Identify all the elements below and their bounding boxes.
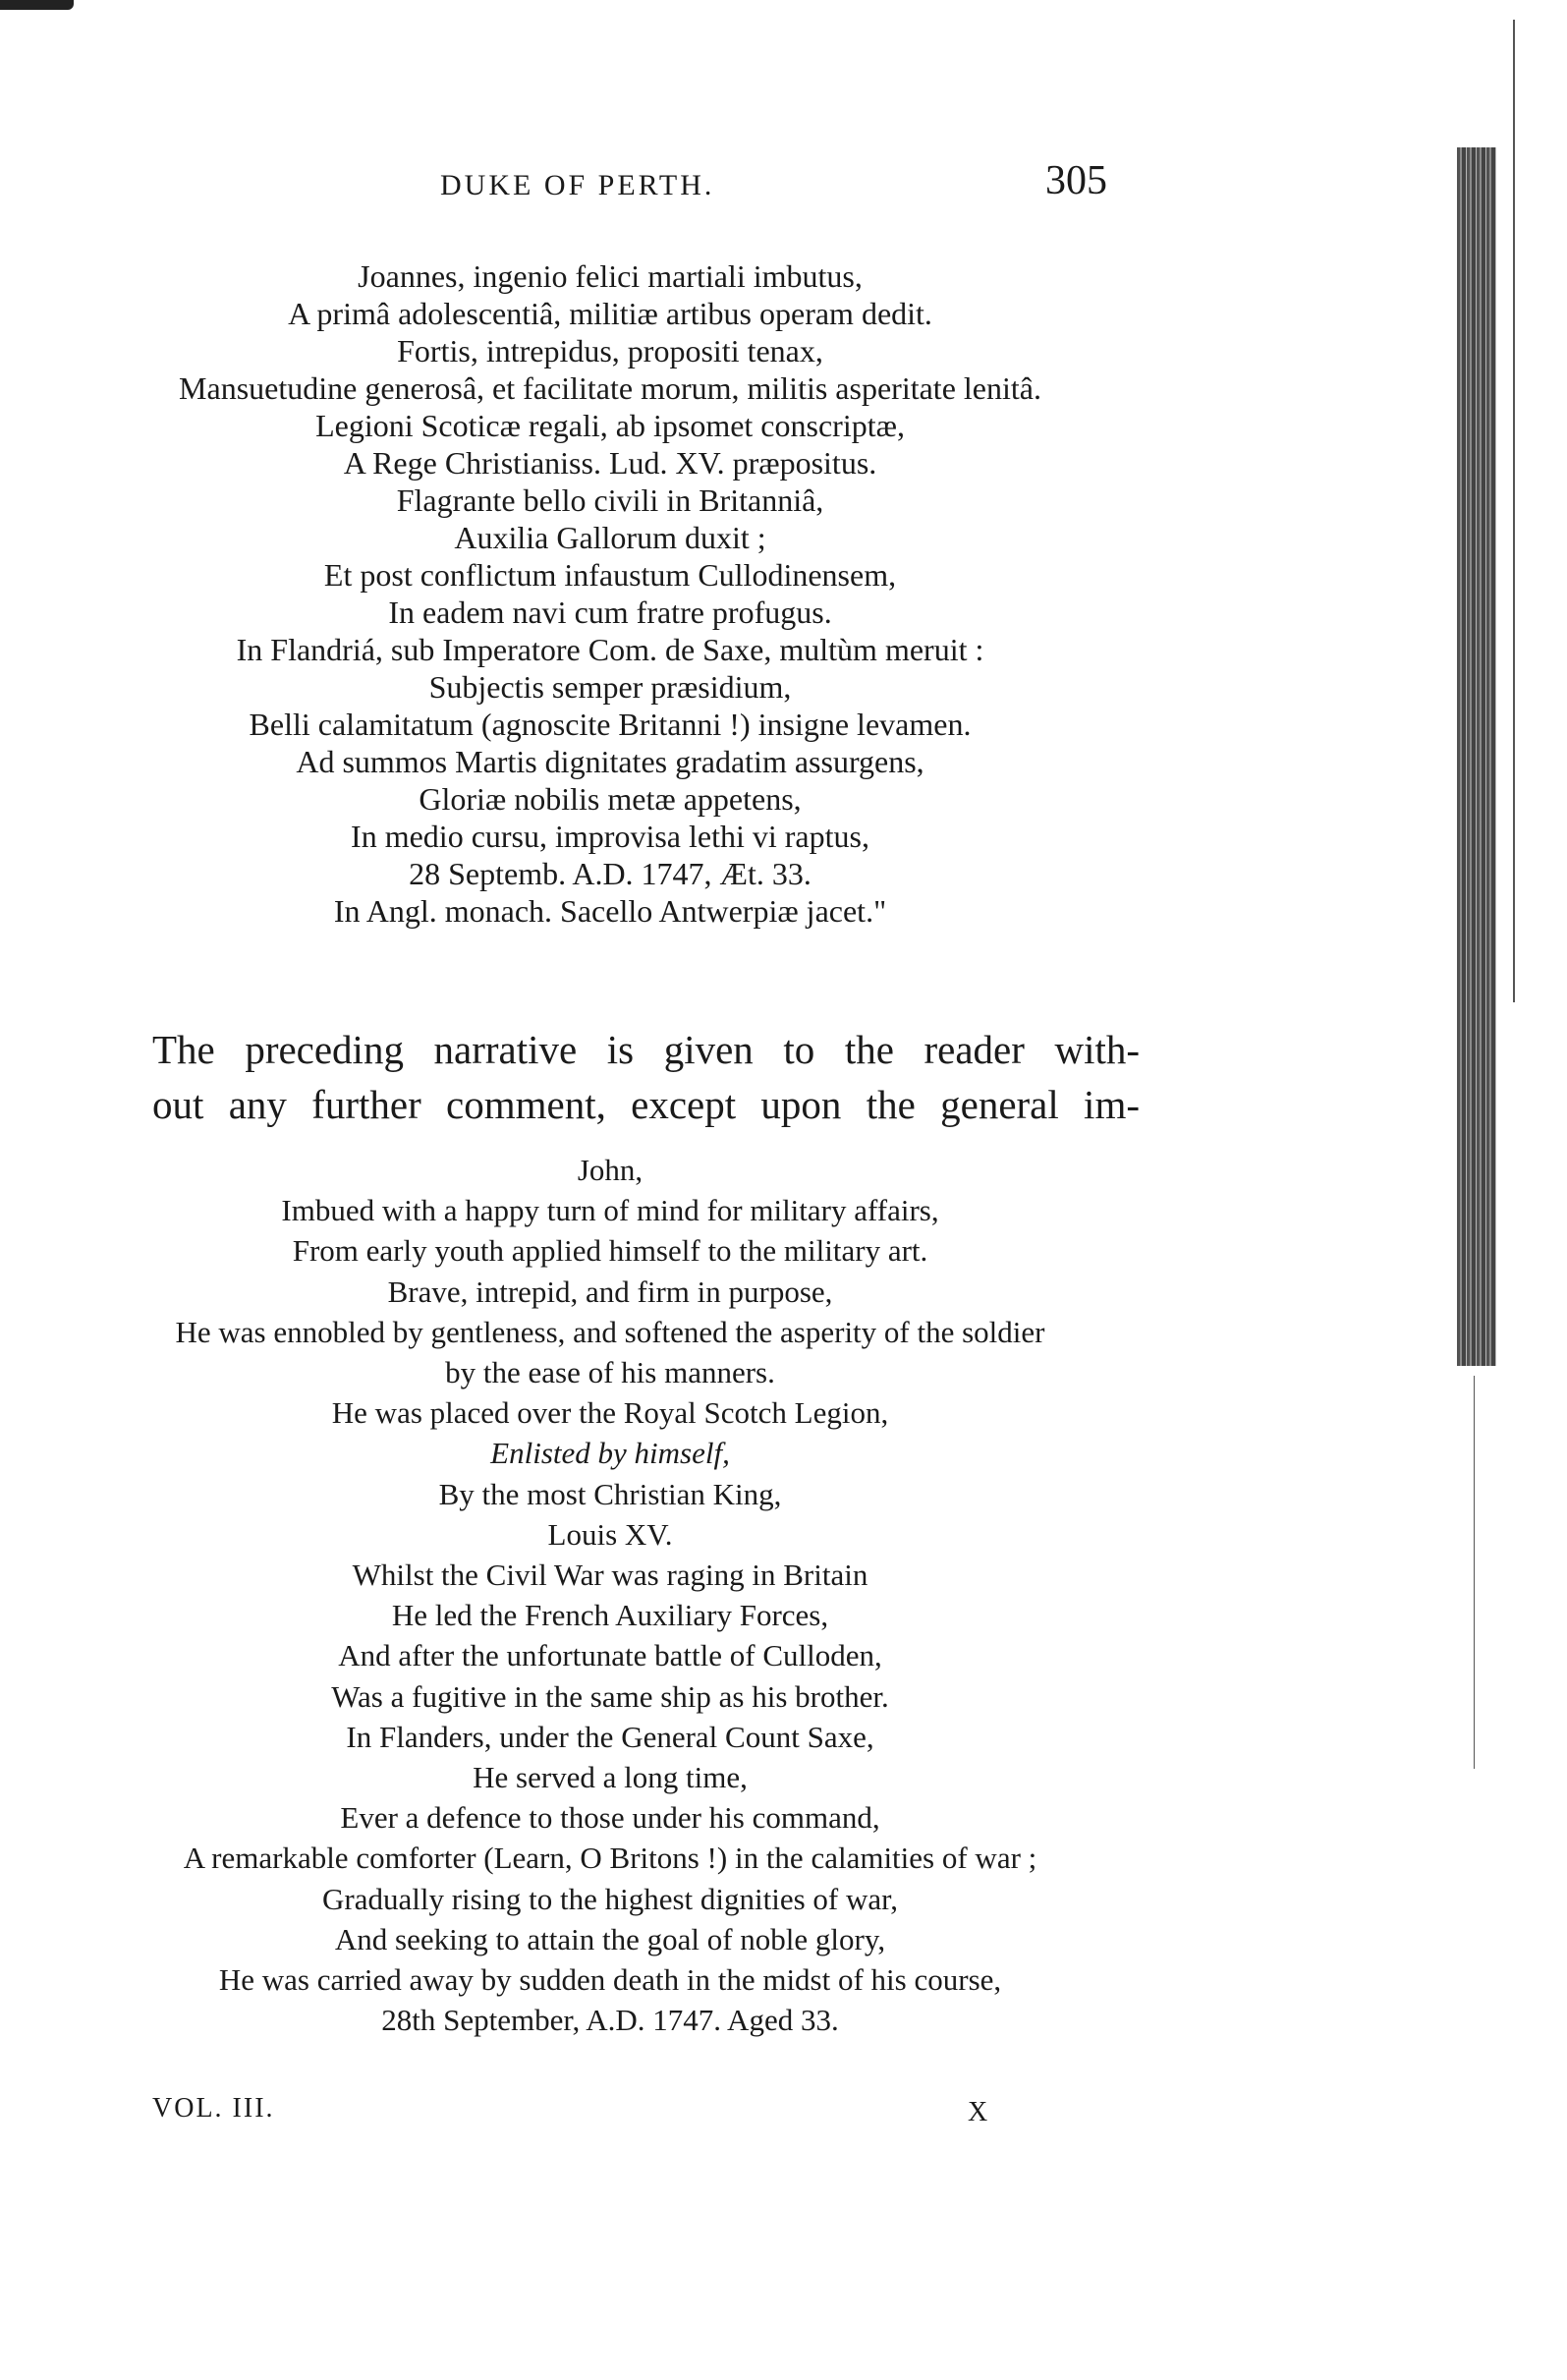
- translation-line: Gradually rising to the highest dignities of war,: [322, 1881, 898, 1916]
- english-translation: [94, 1150, 1126, 2040]
- translation-line: He was placed over the Royal Scotch Legion,: [331, 1395, 889, 1431]
- epitaph-line: 28 Septemb. A.D. 1747, Æt. 33.: [409, 856, 811, 891]
- translation-line: 28th September, A.D. 1747. Aged 33.: [381, 2003, 839, 2038]
- epitaph-line: Gloriæ nobilis metæ appetens,: [419, 781, 802, 817]
- page-edge-line: [1474, 1376, 1475, 1769]
- signature-mark: X: [968, 2097, 988, 2127]
- epitaph-line: In eadem navi cum fratre profugus.: [388, 595, 832, 630]
- paragraph-line: out any further comment, except upon the general im-: [152, 1082, 1140, 1127]
- running-title: DUKE OF PERTH.: [440, 169, 715, 201]
- translation-line: By the most Christian King,: [438, 1476, 782, 1511]
- translation-line: John,: [577, 1153, 644, 1187]
- epitaph-line: A primâ adolescentiâ, militiæ artibus operam dedit.: [288, 296, 932, 331]
- epitaph-line: In Flandriá, sub Imperatore Com. de Saxe, multùm meruit :: [236, 632, 984, 667]
- translation-line: Ever a defence to those under his command,: [340, 1800, 880, 1836]
- translation-line: Brave, intrepid, and firm in purpose,: [387, 1274, 833, 1309]
- epitaph-line: Joannes, ingenio felici martiali imbutus,: [358, 258, 863, 294]
- body-paragraph: [152, 1022, 1140, 1132]
- translation-line: He was carried away by sudden death in the midst of his course,: [218, 1962, 1002, 1998]
- translation-line: Was a fugitive in the same ship as his brother.: [331, 1678, 889, 1714]
- epitaph-line: In medio cursu, improvisa lethi vi raptus,: [351, 819, 869, 854]
- epitaph-line: Auxilia Gallorum duxit ;: [454, 520, 766, 555]
- epitaph-line: Et post conflictum infaustum Cullodinensem,: [323, 557, 897, 593]
- translation-line: He led the French Auxiliary Forces,: [391, 1598, 829, 1633]
- epitaph-line: Ad summos Martis dignitates gradatim assurgens,: [296, 744, 924, 779]
- epitaph-line: Legioni Scoticæ regali, ab ipsomet conscriptæ,: [315, 408, 905, 443]
- epitaph-line: In Angl. monach. Sacello Antwerpiæ jacet.": [333, 893, 887, 929]
- translation-line: And after the unfortunate battle of Culloden,: [338, 1638, 882, 1673]
- epitaph-line: A Rege Christianiss. Lud. XV. præpositus.: [343, 445, 877, 481]
- volume-label: VOL. III.: [152, 2093, 275, 2124]
- translation-line: Louis XV.: [547, 1516, 673, 1552]
- translation-line: In Flanders, under the General Count Saxe,: [346, 1719, 874, 1754]
- latin-epitaph: [94, 257, 1126, 930]
- translation-line: A remarkable comforter (Learn, O Britons !) in the calamities of war ;: [183, 1841, 1037, 1876]
- epitaph-line: Subjectis semper præsidium,: [428, 669, 792, 705]
- translation-line: Imbued with a happy turn of mind for military affairs,: [281, 1193, 939, 1228]
- epitaph-line: Belli calamitatum (agnoscite Britanni !) insigne levamen.: [249, 707, 972, 742]
- translation-line: Enlisted by himself,: [490, 1436, 730, 1471]
- page-edge-line: [1513, 20, 1515, 1002]
- translation-line: From early youth applied himself to the military art.: [292, 1233, 928, 1269]
- translation-line: Whilst the Civil War was raging in Britain: [352, 1558, 868, 1593]
- translation-line: He was ennobled by gentleness, and softened the asperity of the soldier: [175, 1314, 1045, 1349]
- epitaph-line: Mansuetudine generosâ, et facilitate morum, militis asperitate lenitâ.: [179, 370, 1041, 406]
- page-number: 305: [1045, 158, 1107, 203]
- epitaph-line: Flagrante bello civili in Britanniâ,: [396, 482, 824, 518]
- paragraph-line: The preceding narrative is given to the reader with-: [152, 1027, 1140, 1072]
- epitaph-line: Fortis, intrepidus, propositi tenax,: [397, 333, 823, 368]
- translation-line: And seeking to attain the goal of noble glory,: [334, 1921, 886, 1956]
- page-edge-shadow: [1457, 147, 1496, 1366]
- translation-line: He served a long time,: [473, 1760, 748, 1795]
- scan-mark: [0, 0, 74, 10]
- translation-line: by the ease of his manners.: [445, 1355, 775, 1390]
